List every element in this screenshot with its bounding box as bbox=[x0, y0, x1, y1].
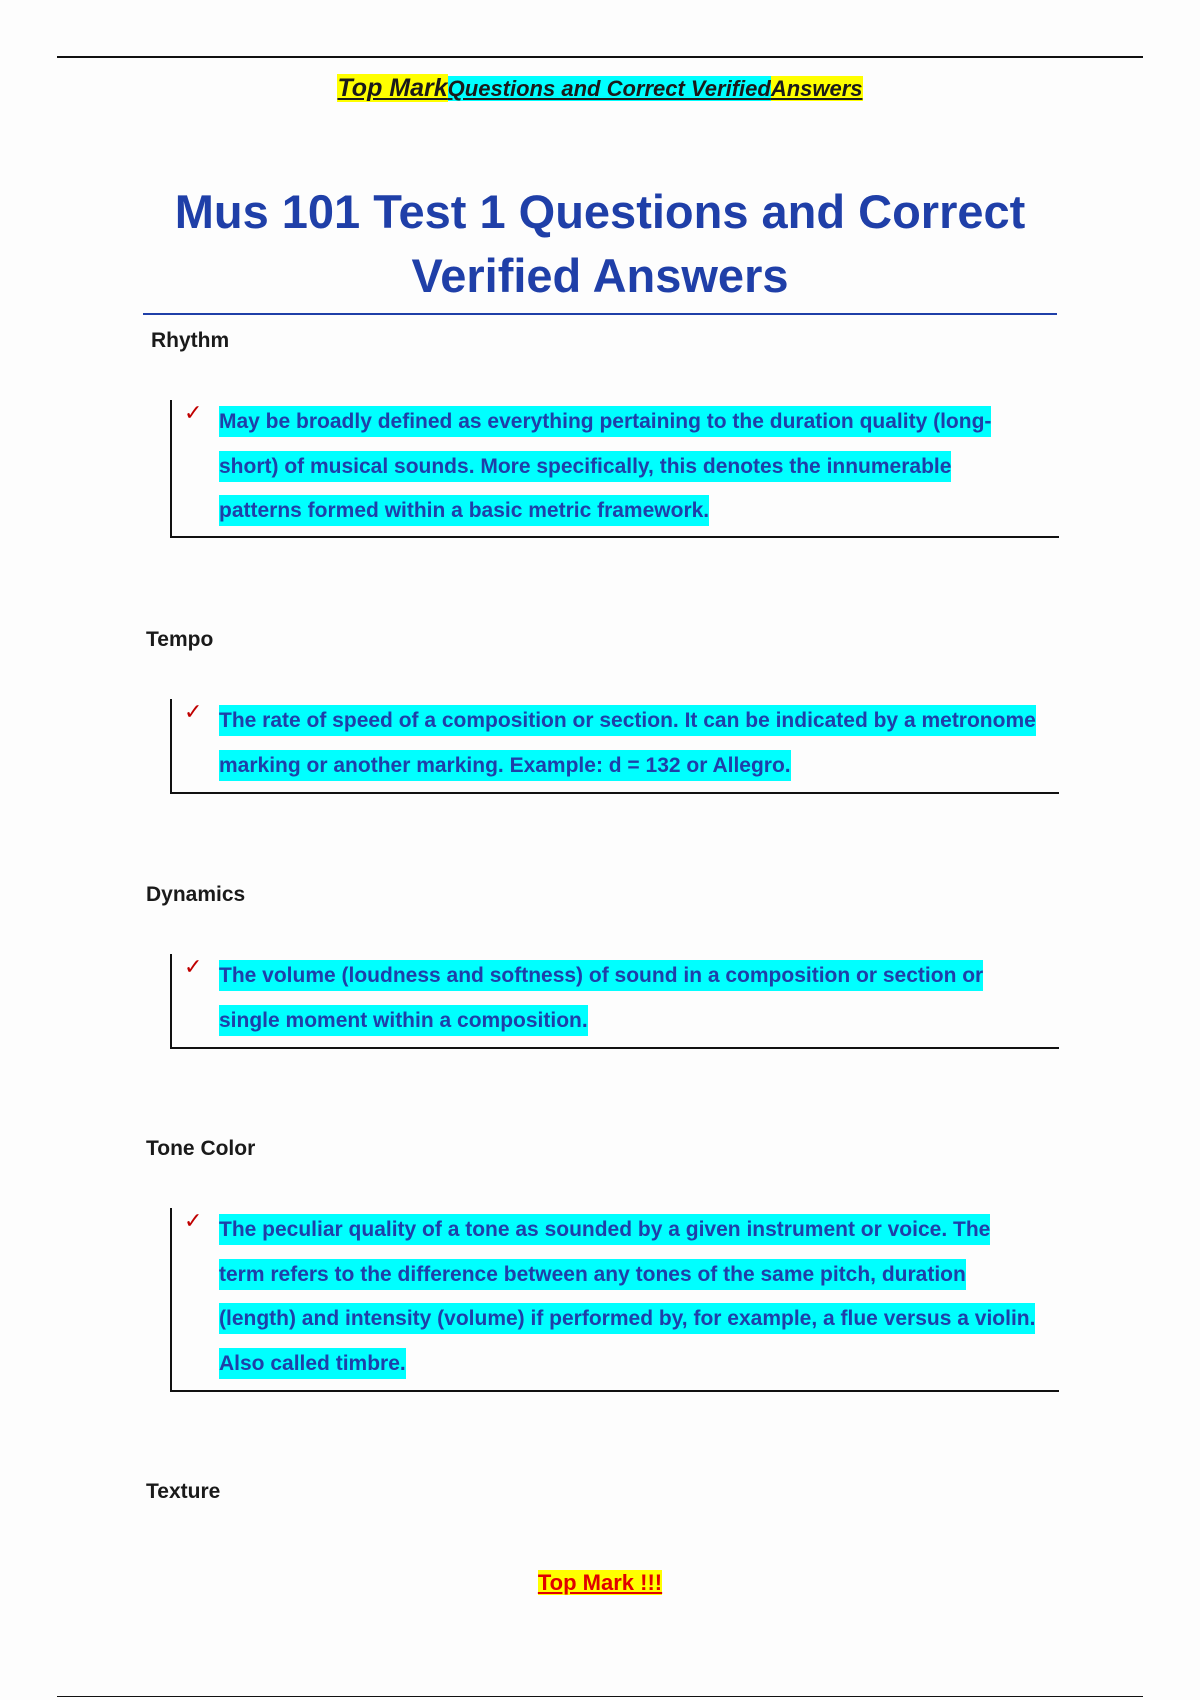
check-icon: ✓ bbox=[184, 400, 203, 425]
term-texture: Texture bbox=[146, 1480, 221, 1503]
definition-dynamics: The volume (loudness and softness) of sound in a composition or section or single moment within a composition. bbox=[172, 954, 1059, 1043]
definition-box-rhythm bbox=[170, 400, 1059, 538]
check-icon: ✓ bbox=[184, 699, 203, 724]
check-icon: ✓ bbox=[184, 954, 203, 979]
header-brand: Top Mark bbox=[337, 74, 448, 102]
term-dynamics: Dynamics bbox=[146, 883, 246, 906]
definition-box-dynamics bbox=[170, 954, 1059, 1049]
definition-tempo: The rate of speed of a composition or section. It can be indicated by a metronome marking or another marking. Example: d = 132 or Allegro. bbox=[172, 699, 1059, 788]
page-header bbox=[0, 74, 1200, 103]
definition-box-tone-color bbox=[170, 1208, 1059, 1392]
check-icon: ✓ bbox=[184, 1208, 203, 1233]
document-title: Mus 101 Test 1 Questions and Correct Verified Answers bbox=[174, 185, 1026, 302]
footer-mark bbox=[0, 1570, 1200, 1596]
footer-text: Top Mark !!! bbox=[537, 1570, 663, 1595]
definition-box-tempo bbox=[170, 699, 1059, 794]
term-tempo: Tempo bbox=[146, 628, 214, 651]
term-rhythm: Rhythm bbox=[151, 329, 230, 352]
term-tone-color: Tone Color bbox=[146, 1137, 256, 1160]
bottom-rule bbox=[57, 1696, 1143, 1697]
header-cyan-text: Questions and Correct Verified bbox=[447, 76, 771, 101]
definition-tone-color: The peculiar quality of a tone as sounded by a given instrument or voice. The term refers to the difference between any tones of the same pitch, duration (length) and intensity (volume) if performed by, for example, a flue versus a violin. Also called timbre. bbox=[172, 1208, 1059, 1386]
title-underline bbox=[143, 313, 1057, 315]
definition-rhythm: May be broadly defined as everything pertaining to the duration quality (long-short) of musical sounds. More specifically, this denotes the innumerable patterns formed within a basic metric framework. bbox=[172, 400, 1059, 534]
top-rule bbox=[57, 56, 1143, 58]
header-yellow-text: Answers bbox=[770, 76, 863, 101]
